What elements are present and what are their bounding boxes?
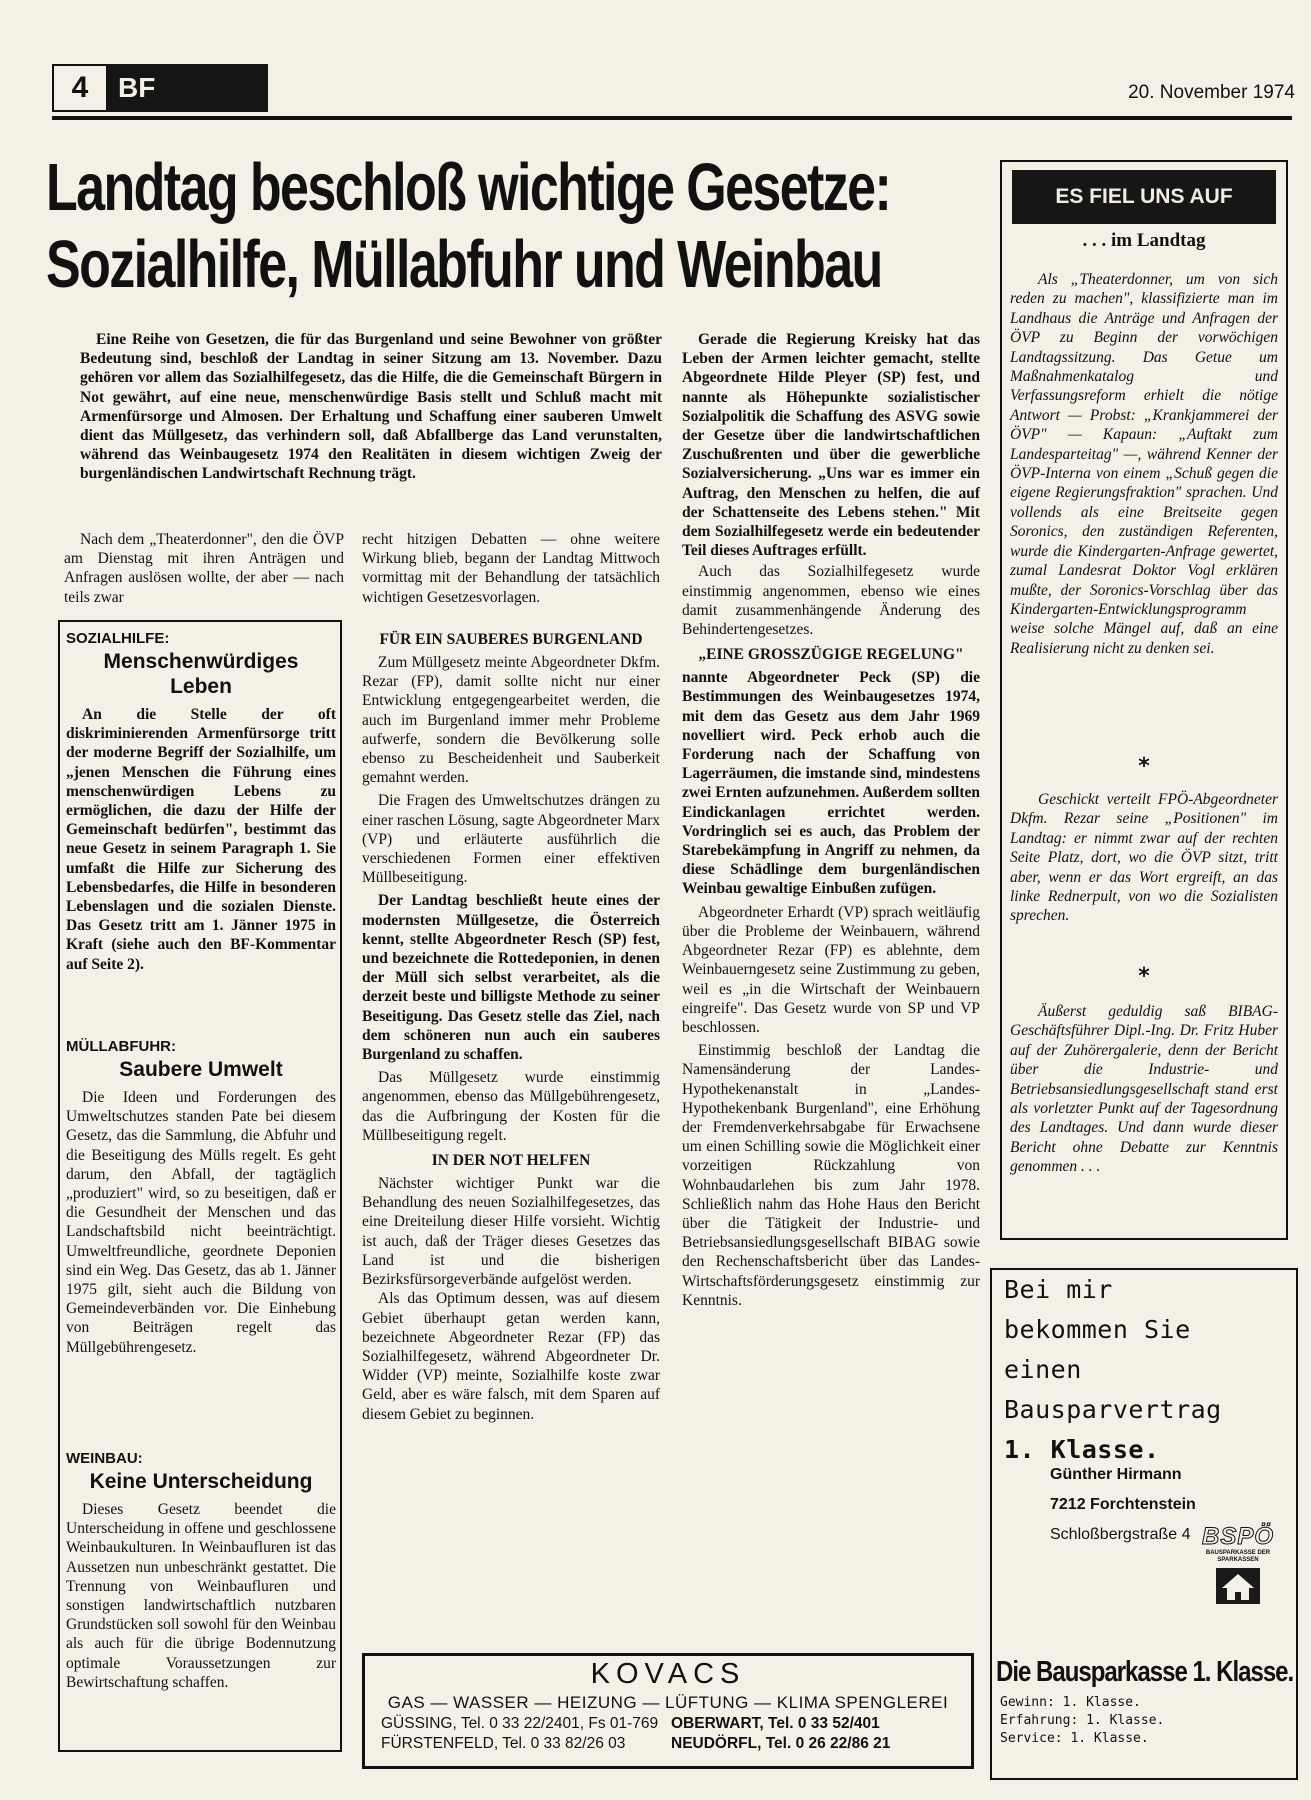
section-weinbau	[66, 1450, 336, 1692]
col3-paragraph-1: Gerade die Regierung Kreisky hat das Leben der Armen leichter gemacht, stellte Abgeordnete Hilde Pleyer (SP) fest, und nannte als Höhepunkte sozialistischer Sozialpolitik die Schaffung des ASVG sowie der Gesetze über die landwirtschaftlichen Zuschußrenten und über die gewerbliche Sozialversicherung. „Uns war es immer ein Auftrag, den Menschen zu helfen, die auf der Schattenseite des Lebens stehen." Mit dem Sozialhilfegesetz werde ein bedeutender Teil dieses Auftrages erfüllt.	[682, 331, 980, 560]
bausparkasse-headline-4: 1. Klasse.	[1004, 1435, 1160, 1464]
kovacs-oberwart: OBERWART, Tel. 0 33 52/401	[671, 1715, 880, 1732]
title-weinbau: Keine Unterscheidung	[89, 1470, 313, 1493]
kovacs-neudoerfl: NEUDÖRFL, Tel. 0 26 22/86 21	[671, 1735, 891, 1752]
kovacs-address-row-2	[365, 1735, 971, 1753]
kovacs-fuerstenfeld: FÜRSTENFELD, Tel. 0 33 82/26 03	[381, 1735, 626, 1752]
issue-date: 20. November 1974	[1128, 82, 1295, 103]
agent-city: 7212 Forchtenstein	[1050, 1496, 1196, 1513]
term-service: Service: 1. Klasse.	[1000, 1731, 1149, 1746]
sidebar-item-3: Äußerst geduldig saß BIBAG-Geschäftsführer Dipl.-Ing. Dr. Fritz Huber auf der Zuhörergalerie, denn der Bericht über die Industrie- und Betriebsansiedlungsgesellschaft stand erst als vorletzter Punkt auf der Tagesordnung des Landtages. Und dann wurde dieser Bericht ohne Debatte zur Kenntnis genommen . . .	[1010, 1003, 1278, 1176]
kovacs-guessing: GÜSSING, Tel. 0 33 22/2401, Fs 01-769	[381, 1715, 659, 1732]
text-weinbau: Dieses Gesetz beendet die Unterscheidung in offene und geschlossene Weinbaukulturen. In Weinbaufluren ist das Aussetzen nun unbeschränkt gestattet. Die Trennung von Weinbaufluren und sonstigen landwirtschaftlich nutzbaren Grundstücken soll sowohl für den Weinbau als auch für die übrige Bodennutzung optimale Voraussetzungen zur Bewirtschaftung schaffen.	[66, 1501, 336, 1691]
text-muellabfuhr: Die Ideen und Forderungen des Umweltschutzes standen Pate bei diesem Gesetz, das die Sammlung, die Abfuhr und die Beseitigung des Mülls regelt. Es geht darum, den Abfall, der tagtäglich „produziert" wird, so zu beseitigen, daß er die Gesundheit der Menschen und das Landschaftsbild nicht beeinträchtigt. Umweltfreundliche, geordnete Deponien sind ein Weg. Das Gesetz, das ab 1. Jänner 1975 gilt, sieht auch die Bildung von Gemeindeverbänden vor. Die Einhebung von Beiträgen regelt das Müllgebührengesetz.	[66, 1089, 336, 1356]
title-muellabfuhr: Saubere Umwelt	[119, 1058, 283, 1081]
agent-street: Schloßbergstraße 4	[1050, 1526, 1191, 1543]
term-gewinn: Gewinn: 1. Klasse.	[1000, 1695, 1141, 1710]
sidebar-separator-1: *	[1138, 754, 1150, 779]
column-3	[682, 330, 980, 1310]
term-erfahrung: Erfahrung: 1. Klasse.	[1000, 1713, 1165, 1728]
bausparkasse-logo	[1186, 1524, 1290, 1606]
bausparkasse-terms	[1000, 1694, 1290, 1748]
sidebar-banner: ES FIEL UNS AUF	[1012, 170, 1276, 224]
sidebar-subtitle: . . . im Landtag	[1082, 230, 1206, 251]
kovacs-name: KOVACS	[590, 1658, 746, 1690]
subhead-sauberes-burgenland: FÜR EIN SAUBERES BURGENLAND	[379, 631, 643, 648]
agent-name: Günther Hirmann	[1050, 1466, 1182, 1483]
masthead-rule	[52, 116, 1292, 120]
headline-line-2: Sozialhilfe, Müllabfuhr und Weinbau	[46, 228, 882, 303]
lead-paragraph: Eine Reihe von Gesetzen, die für das Burgenland und seine Bewohner von größter Bedeutung sind, beschloß der Landtag in seiner Sitzung am 13. November. Dazu gehören vor allem das Sozialhilfegesetz, das die Hilfe, die die Gemeinschaft Bürgern in Not gewährt, auf eine neue, menschenwürdige Basis stellt und Schluß macht mit Armenfürsorge und Almosen. Der Erhaltung und Schaffung einer sauberen Umwelt dient das Müllgesetz, das verhindern soll, daß Abfallberge das Land verunstalten, während das Weinbaugesetz 1974 den Realitäten in diesem wichtigen Zweig der burgenländischen Landwirtschaft Rechnung trägt.	[80, 331, 662, 483]
section-sozialhilfe	[66, 630, 336, 974]
col2-paragraph-6: Als das Optimum dessen, was auf diesem Gebiet überhaupt getan werden kann, bezeichnete Abgeordneter Rezar (FP) das Sozialhilfegesetz, während Abgeordneter Dr. Widder (VP) meinte, Sozialhilfe koste zwar Geld, aber es wäre falsch, mit dem Sparen auf diesem Gebiet zu beginnen.	[362, 1290, 660, 1423]
subhead-grosszuegige-regelung: „EINE GROSSZÜGIGE REGELUNG"	[698, 646, 964, 664]
sidebar-item-1: Als „Theaterdonner, um von sich reden zu machen", klassifizierte man im Landhaus die Anträge und Anfragen der ÖVP zu Beginn der vorwöchigen Landtagssitzung. Das Getue um Maßnahmenkatalog und Verfassungsreform erhielt die nötige Antwort — Probst: „Krankjammerei der ÖVP" — Kapaun: „Auftakt zum Landesparteitag" —, während Kenner der ÖVP-Interna von einem „Schuß gegen die eigene Regierungsfraktion" sprachen. Und vollends als eine Breitseite gegen Soronics, den zuständigen Referenten, wurde die Kindergarten-Anfrage gewertet, zumal Landesrat Doktor Vogl erklären mußte, der Soronics-Vorschlag über das Kindergarten-Entwicklungsprogramm weise solche Mängel auf, daß an eine Realisierung nicht zu denken sei.	[1010, 271, 1278, 657]
headline-line-1: Landtag beschloß wichtige Gesetze:	[46, 151, 891, 226]
logo-subtext: BAUSPARKASSE DER SPARKASSEN	[1205, 1550, 1271, 1563]
col2-paragraph-4: Das Müllgesetz wurde einstimmig angenommen, ebenso das Müllgebührengesetz, das die Aufbringung der Kosten für die Müllbeseitigung regelt.	[362, 1069, 660, 1144]
title-sozialhilfe: Menschenwürdiges Leben	[103, 650, 299, 698]
logo-lettering: BSPÖ	[1201, 1523, 1274, 1550]
sidebar-separator-2: *	[1138, 964, 1150, 989]
column-2	[362, 624, 660, 1424]
bausparkasse-headline-1: Bei mir	[1004, 1275, 1113, 1304]
kicker-weinbau: WEINBAU:	[66, 1450, 143, 1467]
kovacs-address-row-1	[365, 1715, 971, 1733]
kicker-muellabfuhr: MÜLLABFUHR:	[66, 1038, 176, 1055]
kovacs-ad	[362, 1653, 974, 1769]
col2-paragraph-3: Der Landtag beschließt heute eines der modernsten Müllgesetze, die Österreich kennt, stellte Abgeordneter Resch (SP) fest, und bezeichnete die Rottedeponien, in denen der Müll sich selbst verarbeitet, als die derzeit beste und billigste Methode zu seiner Beseitigung. Das Gesetz stelle das Ziel, nach dem schöneren nun auch ein sauberes Burgenland zu schaffen.	[362, 892, 660, 1064]
kovacs-trades: GAS — WASSER — HEIZUNG — LÜFTUNG — KLIMA SPENGLEREI	[387, 1693, 949, 1712]
main-headline	[46, 150, 976, 304]
text-sozialhilfe: An die Stelle der oft diskriminierenden Armenfürsorge tritt der moderne Begriff der Sozialhilfe, um „jenen Menschen die Führung eines menschenwürdigen Lebens zu ermöglichen, die dazu der Hilfe der Gemeinschaft bedürfen", bestimmt das neue Gesetz in seinem Paragraph 1. Sie umfaßt die Hilfe zur Sicherung des Lebensbedarfes, die Hilfe in besonderen Lebenslagen und die sozialen Dienste. Das Gesetz tritt am 1. Jänner 1975 in Kraft (siehe auch den BF-Kommentar auf Seite 2).	[66, 706, 336, 973]
page-number: 4	[52, 64, 108, 112]
col3-paragraph-2: Auch das Sozialhilfegesetz wurde einstimmig angenommen, ebenso wie eines damit zusammenhängende Änderung des Behindertengesetzes.	[682, 563, 980, 639]
intro-text-col2: recht hitzigen Debatten — ohne weitere Wirkung blieb, begann der Landtag Mittwoch vormittag mit der Behandlung der tatsächlich wichtigen Gesetzesvorlagen.	[362, 531, 660, 606]
col3-paragraph-5: Einstimmig beschloß der Landtag die Namensänderung der Landes-Hypothekenanstalt in „Landes-Hypothekenbank Burgenland", eine Erhöhung der Fremdenverkehrsabgabe für Erwachsene um einen Schilling sowie die Möglichkeit einer vorzeitigen Rückzahlung von Wohnbaudarlehen bis zum Jahr 1978. Schließlich nahm das Hohe Haus den Bericht über die Tätigkeit der Industrie- und Betriebsansiedlungsgesellschaft BIBAG sowie den Rechenschaftsbericht über das Landes-Wirtschaftsförderungsgesetz einstimmig zur Kenntnis.	[682, 1042, 980, 1309]
intro-text-col1: Nach dem „Theaterdonner", den die ÖVP am Dienstag mit ihren Anträgen und Anfragen auslösen wollte, der aber — nach teils zwar	[64, 531, 344, 606]
kicker-sozialhilfe: SOZIALHILFE:	[66, 630, 170, 647]
sidebar-item-2: Geschickt verteilt FPÖ-Abgeordneter Dkfm. Rezar seine „Positionen" im Landtag: er nimmt zwar auf der rechten Seite Platz, dort, wo die ÖVP sitzt, tritt aber, wenn er das Wort ergreift, an das linke Rednerpult, von wo die Sozialisten sprechen.	[1010, 791, 1278, 925]
subhead-in-der-not-helfen: IN DER NOT HELFEN	[431, 1152, 591, 1170]
bausparkasse-headline-3: einen Bausparvertrag	[1004, 1355, 1222, 1424]
bausparkasse-headline-2: bekommen Sie	[1004, 1315, 1191, 1344]
house-logo-icon	[1186, 1564, 1290, 1606]
col3-paragraph-3: nannte Abgeordneter Peck (SP) die Bestimmungen des Weinbaugesetzes 1974, mit dem das Gesetz aus dem Jahr 1969 novelliert wird. Peck erhob auch die Forderung nach der Schaffung von Lagerräumen, die imstande sind, mindestens zwei Ernten aufzunehmen. Außerdem sollten Eindickanlagen errichtet werden. Vordringlich sei es auch, das Problem der Starebekämpfung in Angriff zu nehmen, da diese Schädlinge dem burgenländischen Weinbau gewaltige Einbußen zufügen.	[682, 669, 980, 898]
section-muellabfuhr	[66, 1038, 336, 1357]
col2-paragraph-1: Zum Müllgesetz meinte Abgeordneter Dkfm. Rezar (FP), damit sollte nicht nur einer Entwicklung entgegengearbeitet werden, die auch im Burgenland immer mehr Probleme aufwerfe, sondern die Bevölkerung solle ebenso zu Bescheidenheit und Sauberkeit gemahnt werden.	[362, 654, 660, 787]
col2-paragraph-2: Die Fragen des Umweltschutzes drängen zu einer raschen Lösung, sagte Abgeordneter Marx (VP) und erläuterte ausführlich die verschiedenen Formen einer effektiven Müllbeseitigung.	[362, 792, 660, 887]
col3-paragraph-4: Abgeordneter Erhardt (VP) sprach weitläufig über die Probleme der Weinbauern, während Abgeordneter Rezar (FP) es ablehnte, dem Weinbauerngesetz seine Zustimmung zu geben, weil es „in die Wirtschaft der Weinbauern eingreife". Das Gesetz wurde von SP und VP beschlossen.	[682, 903, 980, 1036]
section-label: BF	[106, 64, 268, 112]
col2-paragraph-5: Nächster wichtiger Punkt war die Behandlung des neuen Sozialhilfegesetzes, das eine Dreiteilung dieser Hilfe vorsieht. Wichtig ist auch, daß der Träger dieses Gesetzes das Land ist und die bisherigen Bezirksfürsorgeverbände aufgelöst werden.	[362, 1175, 660, 1289]
bausparkasse-headline	[1004, 1270, 1294, 1470]
bausparkasse-slogan: Die Bausparkasse 1. Klasse.	[996, 1656, 1294, 1689]
